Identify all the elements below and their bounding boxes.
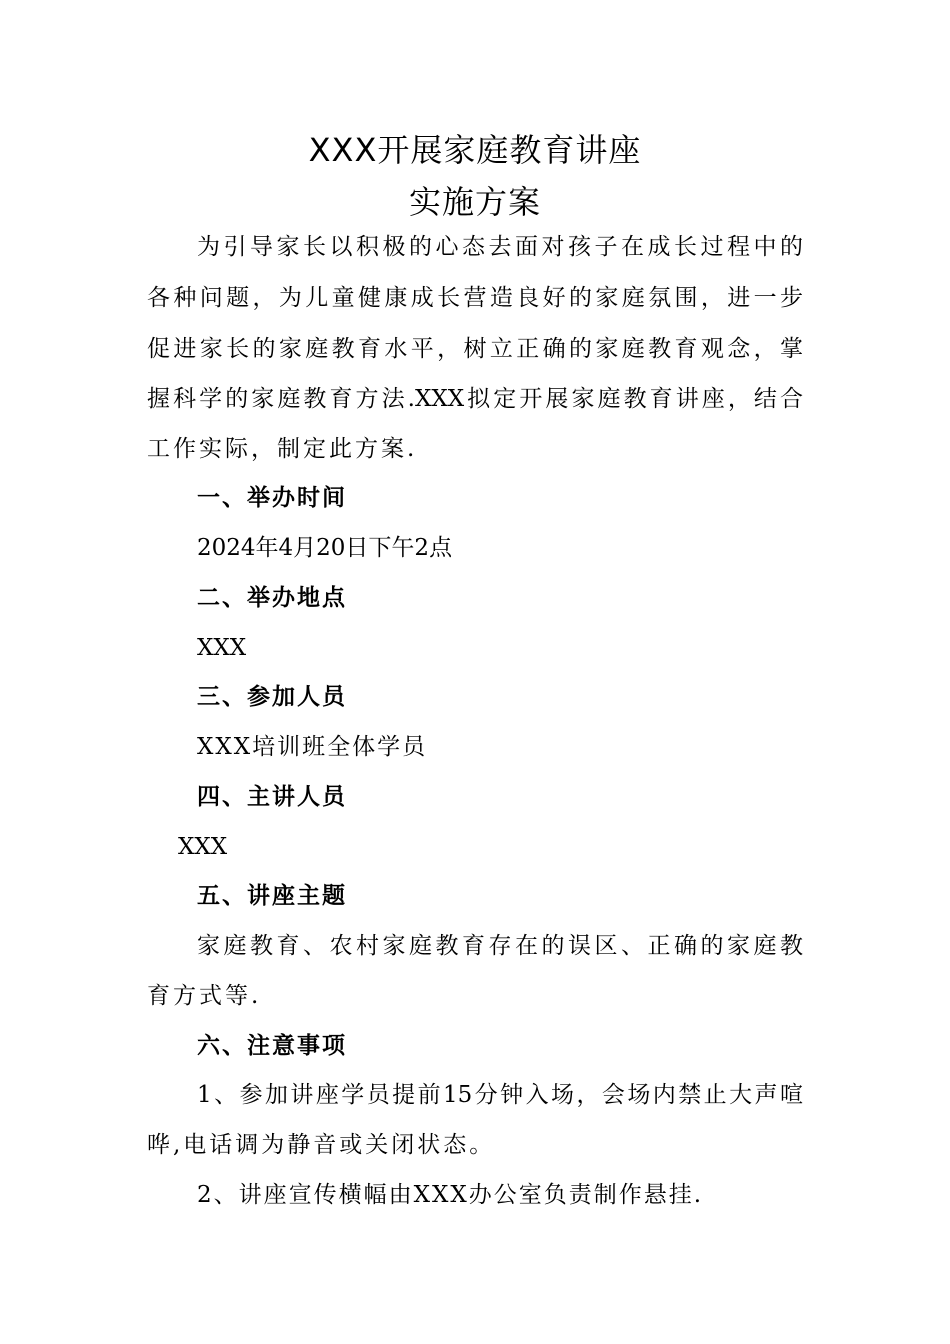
section-content: 2024年4月20日下午2点 xyxy=(197,535,453,561)
intro-line: 工作实际，制定此方案. xyxy=(147,436,418,462)
section-content: 家庭教育、农村家庭教育存在的误区、正确的家庭教 xyxy=(197,933,803,959)
section-content: XXX xyxy=(178,834,228,860)
document-title: XXX开展家庭教育讲座 xyxy=(308,131,642,169)
intro-line: 为引导家长以积极的心态去面对孩子在成长过程中的 xyxy=(197,234,803,260)
section-heading: 二、举办地点 xyxy=(197,585,347,611)
section-content: 2、讲座宣传横幅由XXX办公室负责制作悬挂. xyxy=(197,1182,704,1208)
section-content: 育方式等. xyxy=(147,983,262,1009)
section-heading: 六、注意事项 xyxy=(197,1033,347,1059)
section-content: XXX xyxy=(197,635,247,661)
section-heading: 五、讲座主题 xyxy=(197,883,347,909)
intro-line: 促进家长的家庭教育水平，树立正确的家庭教育观念，掌 xyxy=(147,336,803,362)
section-content: XXX培训班全体学员 xyxy=(197,734,428,760)
section-heading: 三、参加人员 xyxy=(197,684,347,710)
section-content: 1、参加讲座学员提前15分钟入场，会场内禁止大声喧 xyxy=(197,1082,803,1108)
intro-line: 各种问题，为儿童健康成长营造良好的家庭氛围，进一步 xyxy=(147,285,803,311)
section-heading: 一、举办时间 xyxy=(197,485,347,511)
intro-line: 握科学的家庭教育方法.XXX拟定开展家庭教育讲座，结合 xyxy=(147,386,803,412)
section-heading: 四、主讲人员 xyxy=(197,784,347,810)
document-subtitle: 实施方案 xyxy=(408,183,541,221)
section-content: 哗,电话调为静音或关闭状态。 xyxy=(147,1132,496,1158)
